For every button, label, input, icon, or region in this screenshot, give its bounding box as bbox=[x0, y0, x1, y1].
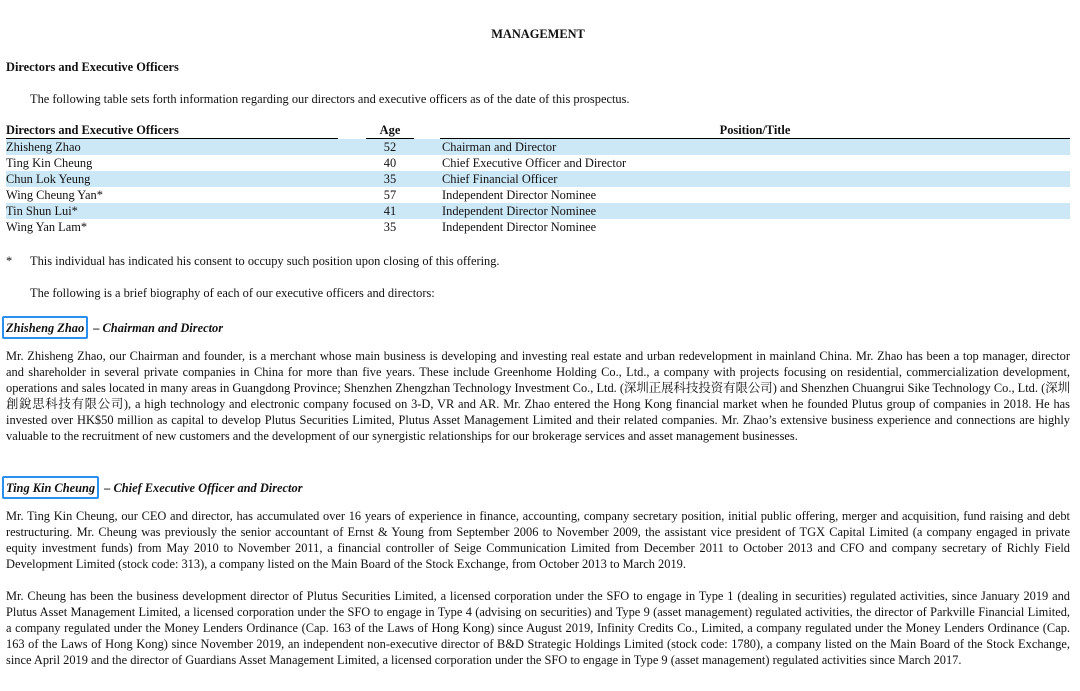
table-row bbox=[6, 139, 1070, 155]
cell-position: Chief Executive Officer and Director bbox=[442, 156, 627, 170]
cell-name: Zhisheng Zhao bbox=[6, 139, 338, 155]
table-header-row bbox=[6, 122, 1070, 139]
table-intro: The following table sets forth information regarding our directors and executive officers as of the date of this prospectus. bbox=[30, 92, 630, 106]
bio-heading-zhao bbox=[6, 316, 223, 339]
table-row bbox=[6, 187, 1070, 203]
cell-position: Chief Financial Officer bbox=[440, 171, 1070, 187]
bio-role-zhao: – Chairman and Director bbox=[90, 321, 224, 335]
table-row bbox=[6, 219, 1070, 235]
table-row bbox=[6, 203, 1070, 219]
cell-position: Independent Director Nominee bbox=[442, 220, 597, 234]
bio-intro: The following is a brief biography of each of our executive officers and directors: bbox=[30, 286, 435, 300]
cell-name: Chun Lok Yeung bbox=[6, 171, 338, 187]
header-age: Age bbox=[366, 122, 414, 139]
cell-age: 41 bbox=[366, 203, 414, 219]
bio-heading-cheung bbox=[6, 476, 303, 499]
cell-name: Wing Cheung Yan* bbox=[6, 188, 103, 202]
cell-age: 57 bbox=[383, 188, 397, 202]
cell-age: 52 bbox=[366, 139, 414, 155]
table-row bbox=[6, 155, 1070, 171]
highlighted-name-zhao[interactable]: Zhisheng Zhao bbox=[2, 316, 88, 339]
cell-name: Wing Yan Lam* bbox=[6, 220, 88, 234]
cell-name: Tin Shun Lui* bbox=[6, 203, 338, 219]
footnote-text: This individual has indicated his consent to occupy such position upon closing of this offering. bbox=[30, 254, 500, 268]
table-row bbox=[6, 171, 1070, 187]
cell-age: 40 bbox=[383, 156, 397, 170]
bio-paragraph-zhao: Mr. Zhisheng Zhao, our Chairman and founder, is a merchant whose main business is developing and investing real estate and urban redevelopment in mainland China. Mr. Zhao has been a top manager, director and shareholder in several private companies in China for more than five years. These include Greenhome Holding Co., Ltd., a company with projects focusing on residential, commercialization development, operations and sales located in many areas in Guangdong Province; Shenzhen Zhengzhan Technology Investment Co., Ltd. (深圳正展科技投资有限公司) and Shenzhen Chuangrui Sike Technology Co., Ltd. (深圳創銳思科技有限公司), a high technology and electronic company focused on 3-D, VR and AR. Mr. Zhao entered the Hong Kong financial market when he founded Plutus group of companies in 2018. He has invested over HK$50 million as capital to develop Plutus Securities Limited, Plutus Asset Management Limited and their related companies. Mr. Zhao’s extensive business experience and connections are highly valuable to the recruitment of new customers and the development of our synergistic relationships for our brokerage services and asset management businesses. bbox=[6, 349, 1070, 443]
cell-position: Independent Director Nominee bbox=[442, 188, 597, 202]
footnote-marker: * bbox=[6, 254, 13, 268]
directors-table bbox=[6, 122, 1070, 235]
header-name: Directors and Executive Officers bbox=[6, 122, 338, 139]
page-heading: MANAGEMENT bbox=[491, 27, 585, 41]
highlighted-name-cheung[interactable]: Ting Kin Cheung bbox=[2, 476, 99, 499]
cell-position: Independent Director Nominee bbox=[440, 203, 1070, 219]
bio-role-cheung: – Chief Executive Officer and Director bbox=[101, 481, 303, 495]
cell-age: 35 bbox=[366, 171, 414, 187]
cell-position: Chairman and Director bbox=[440, 139, 1070, 155]
header-position: Position/Title bbox=[440, 122, 1070, 139]
cell-name: Ting Kin Cheung bbox=[6, 156, 93, 170]
cell-age: 35 bbox=[383, 220, 397, 234]
section-title: Directors and Executive Officers bbox=[6, 60, 179, 74]
bio-paragraph-cheung-2: Mr. Cheung has been the business development director of Plutus Securities Limited, a licensed corporation under the SFO to engage in Type 1 (dealing in securities) regulated activities, since January 2019 and Plutus Asset Management Limited, a licensed corporation under the SFO to engage in Type 4 (advising on securities) and Type 9 (asset management) regulated activities, the director of Parkville Financial Limited, a company regulated under the Money Lenders Ordinance (Cap. 163 of the Laws of Hong Kong) since August 2019, Infinity Credits Co., Limited, a company regulated under the Money Lenders Ordinance (Cap. 163 of the Laws of Hong Kong) since November 2019, an independent non-executive director of B&D Strategic Holdings Limited (stock code: 1780), a company listed on the Main Board of the Stock Exchange, since April 2019 and the director of Guardians Asset Management Limited, a licensed corporation under the SFO to engage in Type 9 (asset management) regulated activities since March 2017. bbox=[6, 589, 1070, 667]
footnote bbox=[6, 253, 500, 269]
bio-paragraph-cheung-1: Mr. Ting Kin Cheung, our CEO and director, has accumulated over 16 years of experience in finance, accounting, company secretary position, initial public offering, merger and acquisition, fund raising and debt restructuring. Mr. Cheung was previously the senior accountant of Ernst & Young from September 2006 to November 2009, the assistant vice president of TGX Capital Limited (a company engaged in private equity investment funds) from May 2010 to November 2011, a financial controller of Seige Communication Limited from December 2011 to October 2013 and CFO and company secretary of Richly Field Development Limited (stock code: 313), a company listed on the Main Board of the Stock Exchange, from October 2013 to March 2019. bbox=[6, 509, 1070, 571]
